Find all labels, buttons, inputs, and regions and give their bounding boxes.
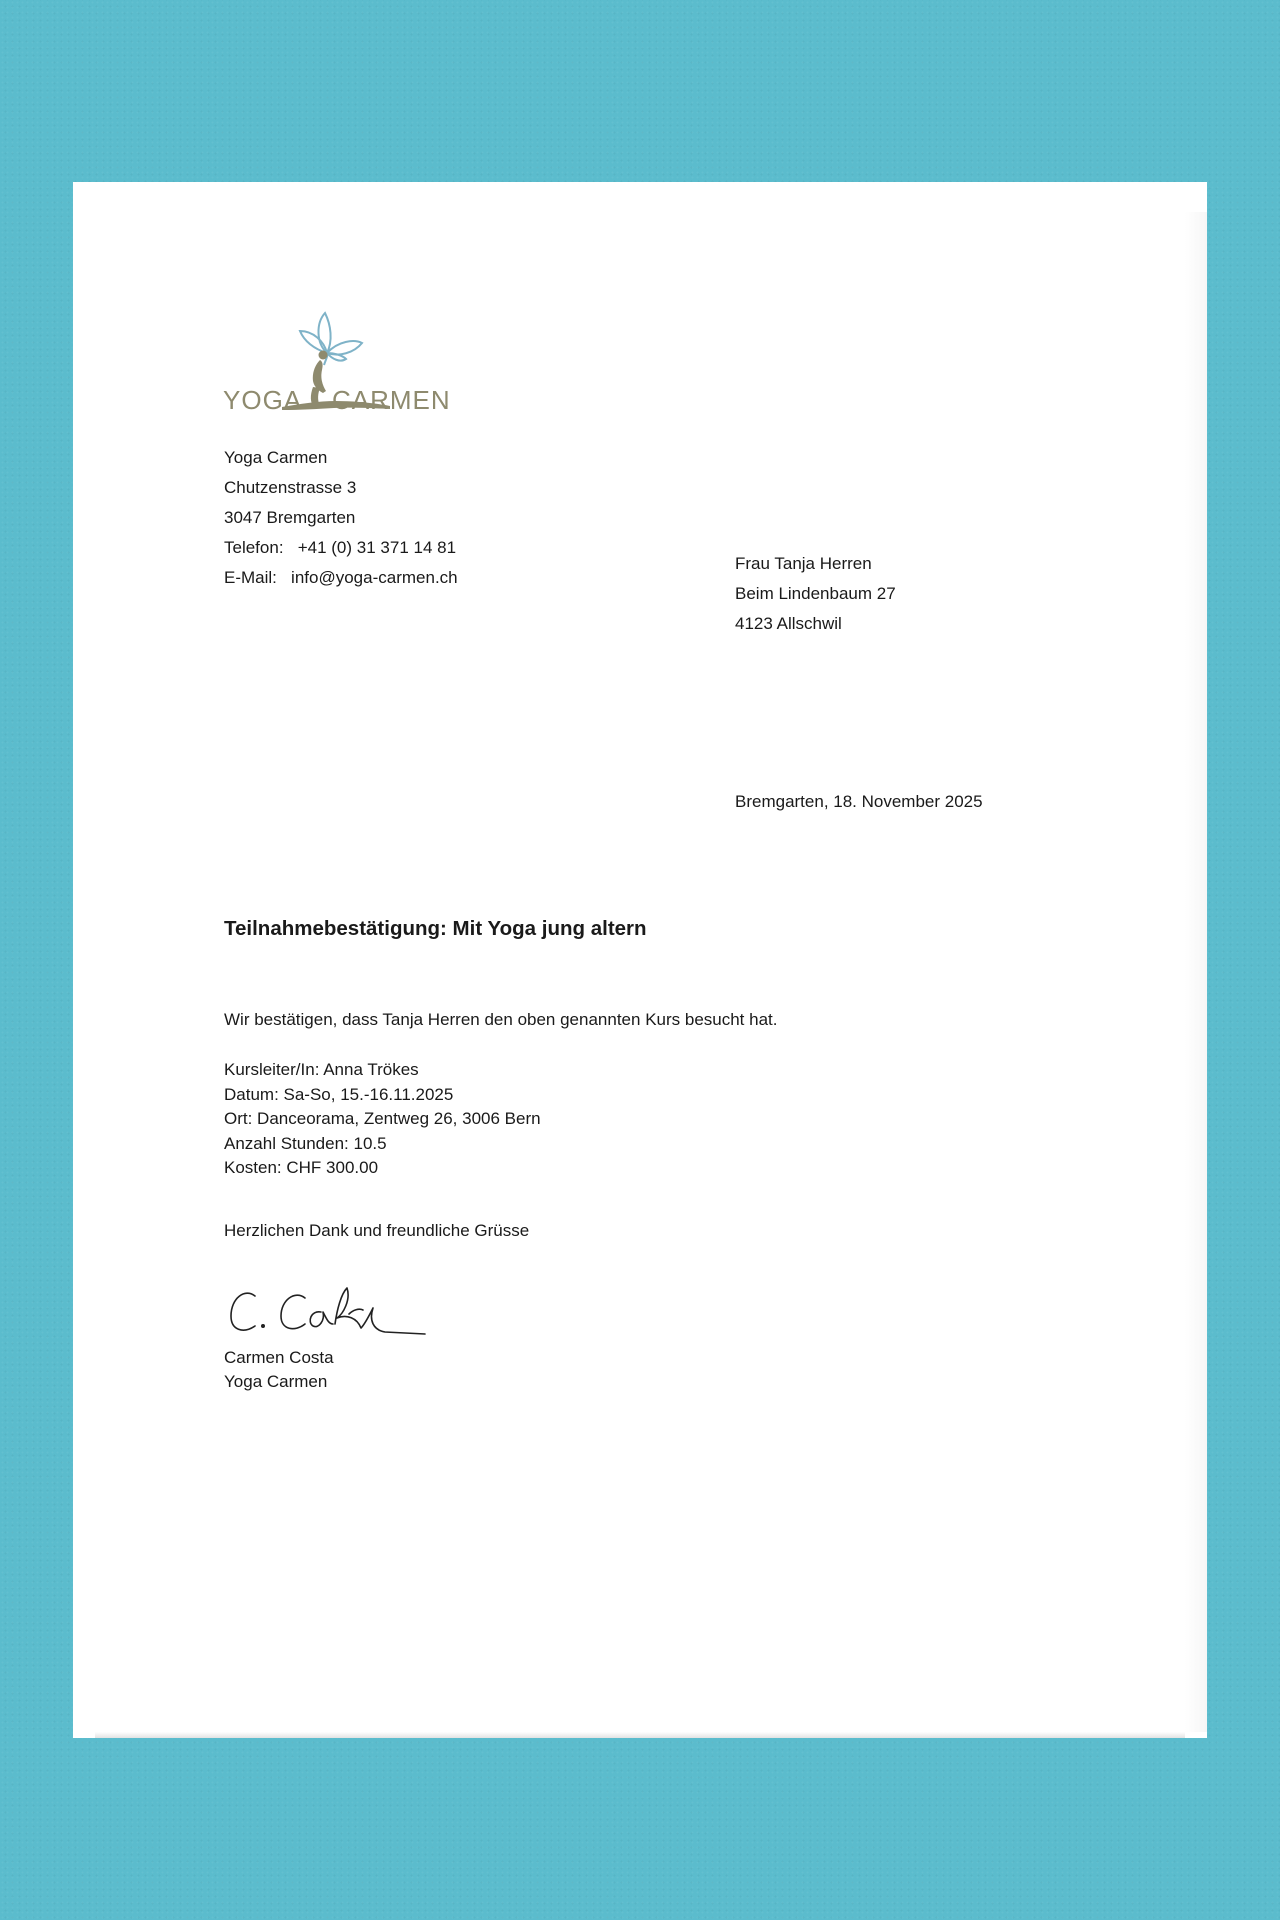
- sender-street: Chutzenstrasse 3: [224, 478, 357, 497]
- page-shadow-side: [1185, 212, 1207, 1732]
- signature: [225, 1274, 435, 1344]
- confirmation-text: Wir bestätigen, dass Tanja Herren den oben genannten Kurs besucht hat.: [224, 1010, 778, 1029]
- document-page: [73, 182, 1207, 1738]
- signer-name: Carmen Costa: [224, 1348, 334, 1367]
- letter-date: Bremgarten, 18. November 2025: [735, 792, 983, 811]
- logo-text-carmen: CARMEN: [332, 385, 451, 415]
- page-shadow-bottom: [95, 1732, 1185, 1738]
- sender-name: Yoga Carmen: [224, 448, 328, 467]
- course-hours: Anzahl Stunden: 10.5: [224, 1133, 387, 1153]
- recipient-street: Beim Lindenbaum 27: [735, 584, 896, 603]
- course-location: Ort: Danceorama, Zentweg 26, 3006 Bern: [224, 1109, 541, 1128]
- lotus-flower-icon: [300, 313, 362, 365]
- logo-text-yoga: YOGA: [223, 385, 303, 415]
- yoga-carmen-logo: [220, 307, 451, 415]
- course-details: [224, 1058, 541, 1181]
- course-date: Datum: Sa-So, 15.-16.11.2025: [224, 1084, 454, 1104]
- sender-phone: Telefon: +41 (0) 31 371 14 81: [224, 538, 457, 557]
- recipient-name: Frau Tanja Herren: [735, 554, 872, 573]
- signer-block: [224, 1346, 334, 1394]
- sender-address: [224, 443, 458, 593]
- course-instructor: Kursleiter/In: Anna Trökes: [224, 1060, 419, 1079]
- sender-email: E-Mail: info@yoga-carmen.ch: [224, 568, 458, 587]
- recipient-address: [735, 549, 896, 639]
- recipient-city: 4123 Allschwil: [735, 614, 842, 633]
- closing-greeting: Herzlichen Dank und freundliche Grüsse: [224, 1221, 530, 1240]
- course-cost: Kosten: CHF 300.00: [224, 1158, 379, 1177]
- letter-subject: Teilnahmebestätigung: Mit Yoga jung altern: [224, 917, 647, 940]
- signer-organization: Yoga Carmen: [224, 1372, 328, 1391]
- sender-city: 3047 Bremgarten: [224, 508, 356, 527]
